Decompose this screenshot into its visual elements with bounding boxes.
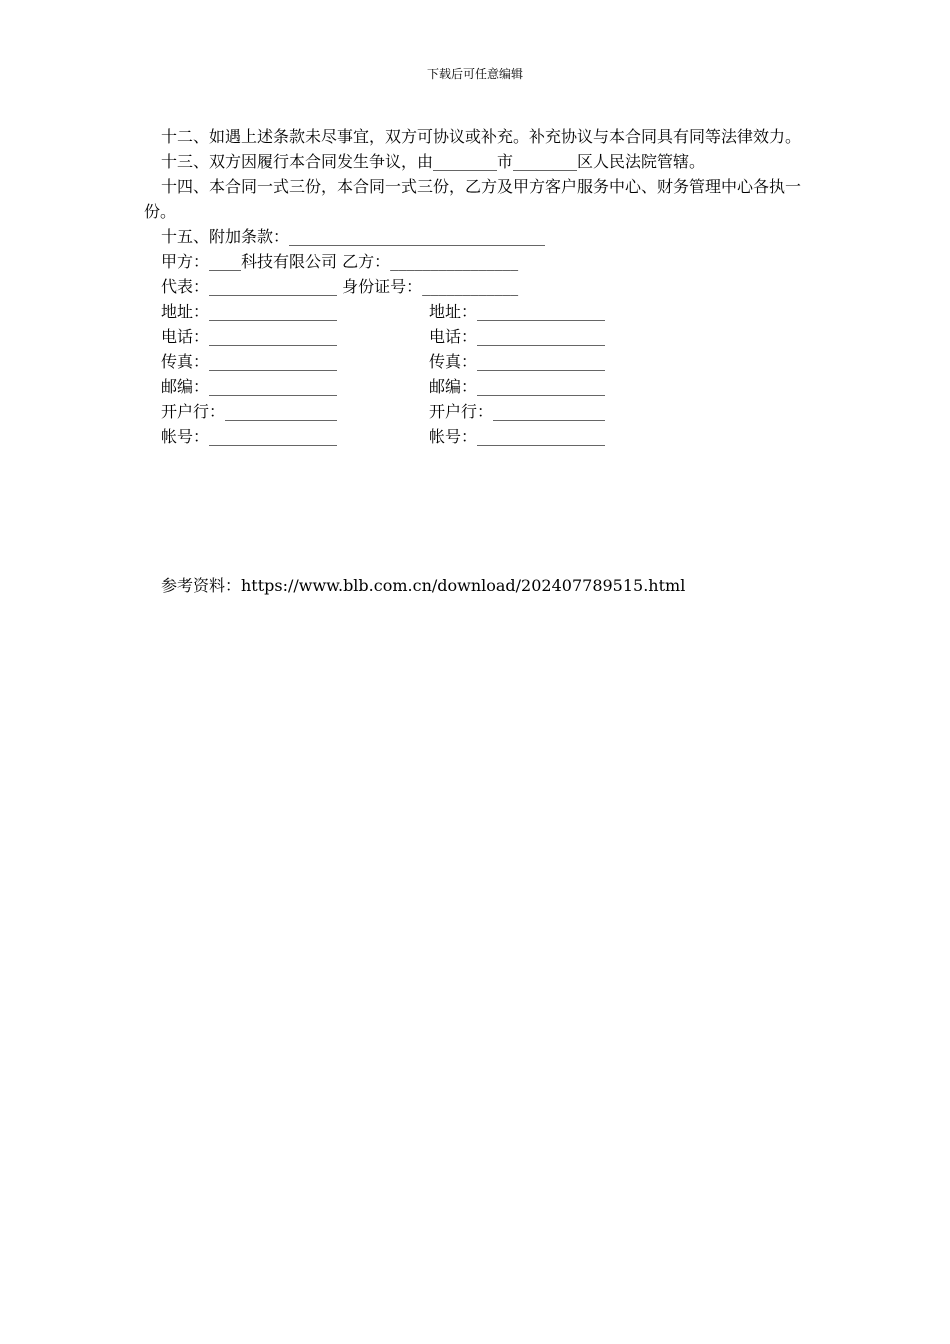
clause-13: 十三、双方因履行本合同发生争议，由________市________区人民法院管辖。 xyxy=(161,152,706,171)
party-a-fax: 传真：________________ xyxy=(161,352,338,371)
field-row-postcode xyxy=(144,374,806,399)
party-b-postcode: 邮编：________________ xyxy=(429,377,606,396)
party-a-phone: 电话：________________ xyxy=(161,327,338,346)
party-b-account: 帐号：________________ xyxy=(429,427,606,446)
clause-14: 十四、本合同一式三份，本合同一式三份，乙方及甲方客户服务中心、财务管理中心各执一份。 xyxy=(144,177,802,221)
party-b-phone: 电话：________________ xyxy=(429,327,606,346)
field-row-address xyxy=(144,299,806,324)
clause-12: 十二、如遇上述条款未尽事宜，双方可协议或补充。补充协议与本合同具有同等法律效力。 xyxy=(161,127,802,146)
party-a-bank: 开户行：______________ xyxy=(161,402,338,421)
page-header: 下载后可任意编辑 xyxy=(426,67,523,81)
party-a-account: 帐号：________________ xyxy=(161,427,338,446)
field-row-fax xyxy=(144,349,806,374)
clause-15: 十五、附加条款：________________________________ xyxy=(161,227,546,246)
reference-link: 参考资料：https://www.blb.com.cn/download/202407789515.html xyxy=(161,576,686,595)
party-b-bank: 开户行：______________ xyxy=(429,402,606,421)
party-a-postcode: 邮编：________________ xyxy=(161,377,338,396)
party-line: 甲方：____科技有限公司 乙方：________________ xyxy=(161,252,519,271)
representative-line: 代表：________________ 身份证号：____________ xyxy=(161,277,519,296)
party-b-address: 地址：________________ xyxy=(429,302,606,321)
document-body xyxy=(144,124,806,598)
field-row-phone xyxy=(144,324,806,349)
field-row-bank xyxy=(144,399,806,424)
party-b-fax: 传真：________________ xyxy=(429,352,606,371)
field-row-account xyxy=(144,424,806,449)
party-a-address: 地址：________________ xyxy=(161,302,338,321)
